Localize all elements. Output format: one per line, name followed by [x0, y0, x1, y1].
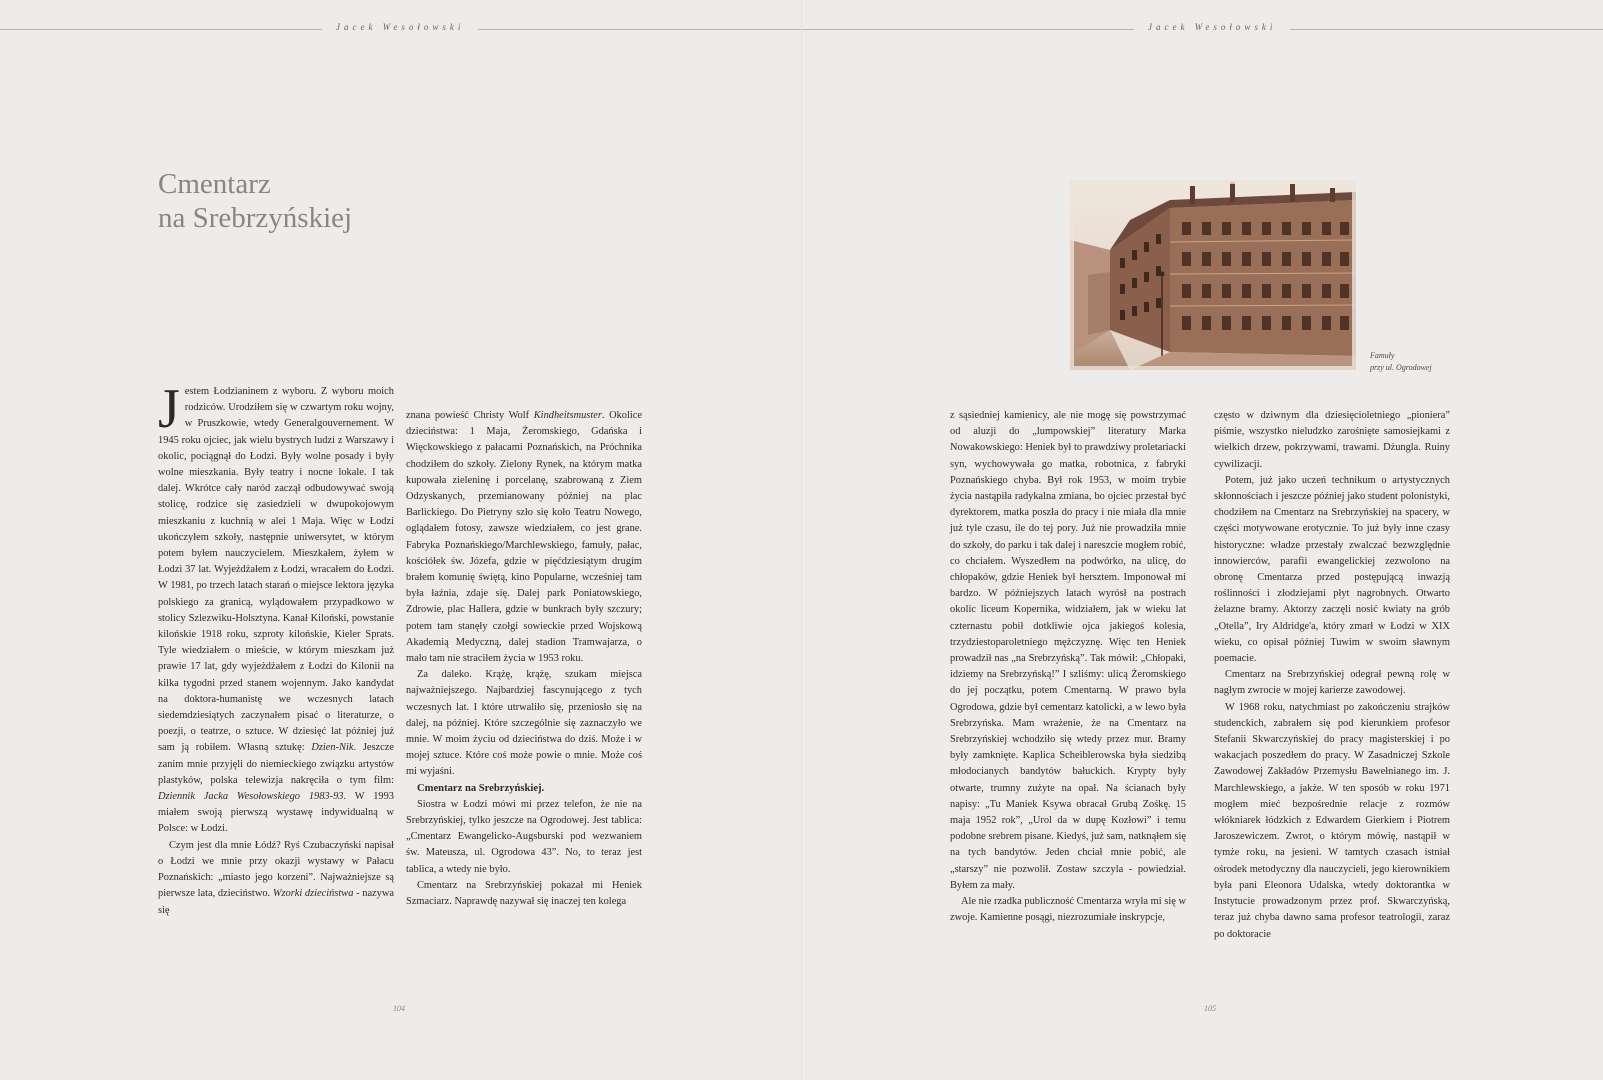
paragraph-text: - nazywa się: [158, 888, 394, 916]
text-column-4: [1214, 408, 1450, 943]
drop-cap: J: [158, 378, 180, 440]
paragraph: Ale nie rzadka publiczność Cmentarza wryła mi się w zwoje. Kamienne posągi, niezrozumiałe inskrypcje,: [950, 896, 1186, 924]
running-head-author: Jacek Wesołowski: [336, 22, 465, 32]
page-number-left: 104: [393, 1004, 405, 1013]
running-head-author: Jacek Wesołowski: [1148, 22, 1277, 32]
paragraph: Siostra w Łodzi mówi mi przez telefon, że nie na Srebrzyńskiej, tylko jeszcze na Ogrodowej. Jest tablica: „Cmentarz Ewangelicko-Augsburski pod wezwaniem św. Mateusza, ul. Ogrodowa 43”. No, to teraz jest tablica, a wtedy nie było.: [406, 798, 642, 875]
italic-text: Dziennik Jacka Wesołowskiego 1983-93: [158, 791, 344, 803]
paragraph-text: znana powieść Christy Wolf: [406, 410, 530, 421]
right-page: [802, 0, 1603, 1080]
section-subheading: Cmentarz na Srebrzyńskiej.: [417, 782, 545, 794]
paragraph-text: Czym jest dla mnie Łódź? Ryś Czubaczyński napisał o Łodzi we mnie przy okazji wystawy w Pałacu Poznańskich: „miasto jego korzeni”. Najważniejsze są pierwsze lata, dzieciństwo.: [158, 839, 394, 900]
caption-line2: przy ul. Ogrodowej: [1370, 363, 1432, 372]
italic-text: Wzorki dzieciństwa: [272, 888, 354, 900]
paragraph-text: . Jeszcze zanim mnie przyjęli do niemieckiego związku artystów plastyków, polska telewizja nakręciła o tym film:: [158, 742, 395, 786]
paragraph: Potem, już jako uczeń technikum o artystycznych skłonnościach i jeszcze później jako student polonistyki, chodziłem na Cmentarz na Srebrzyńskiej na spacery, w części motywowane erotycznie. To już były inne czasy historyczne: władze przestały zwalczać bezwzględnie innowierców, parafii ewangelickiej zezwolono na obronę Cmentarza przed postępującą inwazją roślinności i złodziejami płyt nagrobnych. Otwarto żelazne bramy. Aktorzy zaczęli nosić kwiaty na grób „Otella”, Iry Aldridge'a, który zmarł w Łodzi w XIX wieku, co opisał później Tuwim w swoim sławnym poemacie.: [1214, 474, 1450, 665]
paragraph: Za daleko. Krążę, krążę, szukam miejsca najważniejszego. Najbardziej fascynującego z tych wczesnych lat. I które utrwaliło się, przeniosło się na dalej, na później. Które szczególnie się zaznaczyło we mnie. W moim życiu od dzieciństwa do dziś. Może i w mojej sztuce. Które coś może powie o mnie. Może coś mi wyjaśni.: [406, 669, 642, 778]
text-column-3: [950, 408, 1186, 927]
rule-line: [802, 29, 1134, 30]
left-page: [0, 0, 801, 1080]
paragraph: W 1968 roku, natychmiast po zakończeniu strajków studenckich, zabrałem się pod kierunkiem profesor Stefanii Skwarczyńskiej do pracy magisterskiej i po wakacjach poszedłem do pracy. W Zasadniczej Szkole Zawodowej Zakładów Przemysłu Bawełnianego im. J. Marchlewskiego, a jakże. W ten sposób w roku 1971 mogłem mieć bezpośrednie relacje z rozmów włókniarek łódzkich z Edwardem Gierkiem i Piotrem Jaroszewiczem. Zwrot, o którym mówię, nastąpił w tymże roku, na jesieni. W tamtych czasach istniał ośrodek metodyczny dla nauczycieli, jego kierownikiem była pani Eleonora Udalska, wtedy doktorantka w Instytucie prowadzonym przez prof. Skwarczyńską, teraz już chyba dawno sama profesor teatrologii, zaraz po doktoracie: [1214, 701, 1450, 940]
caption-line1: Famuły: [1370, 351, 1395, 360]
paragraph: często w dziwnym dla dziesięcioletniego „pioniera” piśmie, wszystko nieludzko zarośnięte samosiejkami z wielkich drzew, pokrzywami, trawami. Dżungla. Ruiny cywilizacji.: [1214, 410, 1450, 470]
chapter-title-line2: na Srebrzyńskiej: [158, 202, 353, 234]
rule-line: [0, 29, 322, 30]
paragraph-text: . W 1993 miałem swoją pierwszą wystawę indywidualną w Polsce: w Łodzi.: [158, 791, 394, 835]
chapter-title-line1: Cmentarz: [158, 168, 271, 200]
rule-line: [478, 29, 801, 30]
text-column-2: [406, 408, 642, 910]
paragraph: z sąsiedniej kamienicy, ale nie mogę się powstrzymać od aluzji do „lumpowskiej” literatury Marka Nowakowskiego: Heniek był to prawdziwy proletariacki syn, wychowywała go matka, robotnica, z fabryki Poznańskiego chyba. Był rok 1953, w moim trybie życia nastąpiła radykalna zmiana, bo ojciec przestał być dyrektorem, matka poszła do pracy i nie miała dla mnie już tyle czasu, ile do tej pory. Już nie prowadziła mnie do szkoły, do parku i tak dalej i nareszcie mogłem robić, co chciałem. Wyszedłem na podwórko, na ulicę, do chłopaków, gdzie Heniek był hersztem. Imponował mi bardzo. W późniejszych latach wyrósł na postrach okolic liceum Kopernika, widziałem, jak w wieku lat czternastu pobił dotkliwie ojca jakiegoś kolesia, trzydziestoparoletniego mężczyznę. Więc ten Heniek prowadził nas „na Srebrzyńską”. Tak mówił: „Chłopaki, idziemy na Srebrzyńską!” I szliśmy: ulicą Żeromskiego do jej początku, potem Cmentarną. W prawo była Ogrodowa, gdzie był cementarz katolicki, a w lewo była Srebrzyńska. Mam wrażenie, że na Cmentarz na Srebrzyńskiej wchodziło się wtedy przez mur. Bramy były zamknięte. Kaplica Scheiblerowska była siedzibą młodocianych bandytów bałuckich. Krypty były otwarte, trumny zużyte na opał. Na ścianach były napisy: „Tu Maniek Ksywa obracał Grubą Zośkę. 15 maja 1952 rok”, „Urol da w dupę Kozłowi” i temu podobne srebrem pisane. Kiedyś, już sam, natknąłem się na tych bandytów. Jeden chciał mnie pobić, ale „starszy” nie pozwolił. Zostaw szczyla - powiedział. Byłem za mały.: [950, 410, 1186, 891]
text-column-1: [158, 378, 395, 919]
chapter-title: [158, 167, 478, 235]
page-number-right: 105: [1204, 1004, 1216, 1013]
running-head-left: [0, 22, 801, 36]
paragraph-text: estem Łodzianinem z wyboru. Z wyboru moich rodziców. Urodziłem się w czwartym roku wojny, w Pruszkowie, wtedy Generalgouvernement. W 1945 roku ojciec, jak wielu bystrych ludzi z Warszawy i okolic, pociągnął do Łodzi. Były wolne posady i były wolne mieszkania. Były teatry i nocne lokale. I tak dalej. Wkrótce cały naród zaczął odbudowywać swoją stolicę, rodzice się zasiedzieli w dwupokojowym mieszkaniu z kuchnią w alei 1 Maja. Więc w Łodzi ukończyłem szkoły, następnie uniwersytet, w którym potem byłem nauczycielem. Mieszkałem, żyłem w Łodzi 37 lat. Wyjeżdżałem z Łodzi, wracałem do Łodzi. W 1981, po trzech latach starań o miejsce lektora języka polskiego za granicą, wylądowałem przypadkowo w stolicy Szlezwiku-Holsztyna. Kanał Kiloński, powstanie kilońskie 1918 roku, szproty kilońskie, Kieler Sprats. Tyle wiedziałem o mieście, w którym mieszkam już prawie 17 lat, gdy wyjeżdżałem z Łodzi do Kilonii na kilka tygodni przed stanem wojennym. Jako kandydat na doktora-humanistę we wczesnych latach siedemdziesiątych zaczynałem pisać o literaturze, o poezji, o teatrze, o sztuce. W dziesięć lat później już sam ją robiłem. Własną sztukę:: [158, 386, 394, 754]
rule-line: [1290, 29, 1603, 30]
building-photo: [1070, 180, 1356, 370]
running-head-right: [802, 22, 1603, 36]
paragraph: [158, 378, 395, 838]
italic-text: Kindheitsmuster: [533, 410, 602, 421]
paragraph: [406, 408, 642, 667]
photo-caption: [1370, 350, 1450, 374]
paragraph-text: . Okolice dzieciństwa: 1 Maja, Żeromskiego, Gdańska i Więckowskiego z pałacami Poznańskich, na Próchnika chodziłem do szkoły. Zielony Rynek, na którym matka kupowała zieleninę i porcelanę, szabrowaną z Ziem Odzyskanych, przemianowany później na plac Barlickiego. Do Pietryny szło się koło Teatru Nowego, oglądałem fotosy, zawsze wiedziałem, co jest grane. Fabryka Poznańskiego/Marchlewskiego, famuły, pałac, kościółek św. Józefa, gdzie w pięćdziesiątym drugim brałem komunię świętą, kino Popularne, wcześniej tam była łaźnia, zdaje się. Dalej park Poniatowskiego, Zdrowie, plac Hallera, gdzie w bunkrach były szczury; potem tam stanęły czołgi sowieckie przed Wojskową Akademią Medyczną, dalej stadion Tramwajarza, o mało tam nie straciłem życia w 1953 roku.: [406, 410, 642, 665]
italic-text: Dzien-Nik: [311, 742, 354, 754]
paragraph: [158, 838, 394, 919]
paragraph: Cmentarz na Srebrzyńskiej odegrał pewną rolę w nagłym zwrocie w mojej karierze zawodowej.: [1214, 669, 1450, 697]
paragraph: Cmentarz na Srebrzyńskiej pokazał mi Heniek Szmaciarz. Naprawdę nazywał się inaczej ten kolega: [406, 879, 642, 908]
